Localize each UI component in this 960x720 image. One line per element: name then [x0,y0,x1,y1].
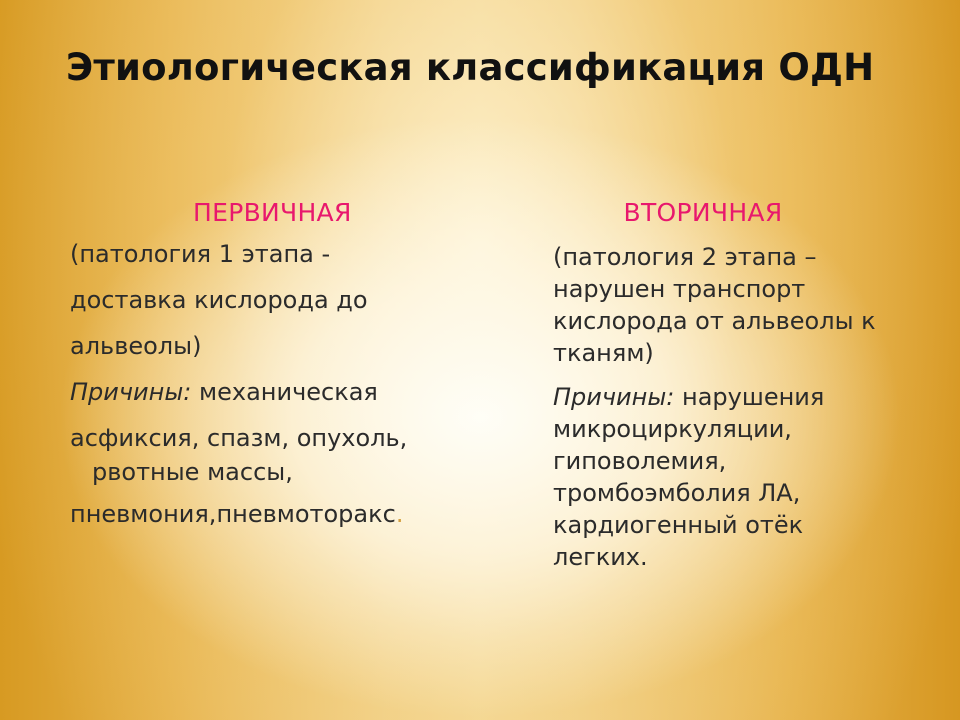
secondary-line-2: нарушен транспорт [553,275,806,303]
secondary-line-4: тканям) [553,339,654,367]
secondary-text [553,241,943,573]
primary-causes-label: Причины: [70,378,192,406]
primary-causes-text: пневмония,пневмоторакс [70,500,396,528]
primary-line-1: (патология 1 этапа - [70,240,331,268]
secondary-causes-line-3: гиповолемия, [553,447,727,475]
secondary-causes-line-2: микроциркуляции, [553,415,792,443]
primary-line-2: доставка кислорода до [70,286,368,314]
primary-causes-line-1 [70,369,490,415]
secondary-column [553,198,943,573]
secondary-line-1: (патология 2 этапа – [553,243,817,271]
secondary-causes-line-4: тромбоэмболия ЛА, [553,479,801,507]
primary-heading: ПЕРВИЧНАЯ [193,198,352,227]
primary-causes-rest: механическая [191,378,378,406]
primary-causes-line-2: асфиксия, спазм, опухоль, [70,424,408,452]
secondary-causes-line-6: легких. [553,543,648,571]
primary-line-3: альвеолы) [70,332,202,360]
secondary-causes-line-1 [553,381,943,413]
secondary-causes-label: Причины: [553,383,675,411]
primary-causes-line-3: рвотные массы, [92,458,293,486]
secondary-causes-rest: нарушения [674,383,825,411]
primary-column [70,198,490,537]
secondary-line-3: кислорода от альвеолы к [553,307,876,335]
primary-end-dot: . [395,500,404,528]
secondary-heading: ВТОРИЧНАЯ [623,198,783,227]
secondary-causes-line-5: кардиогенный отёк [553,511,804,539]
slide-title: Этиологическая классификация ОДН [66,46,875,89]
primary-causes-line-4 [70,491,490,537]
